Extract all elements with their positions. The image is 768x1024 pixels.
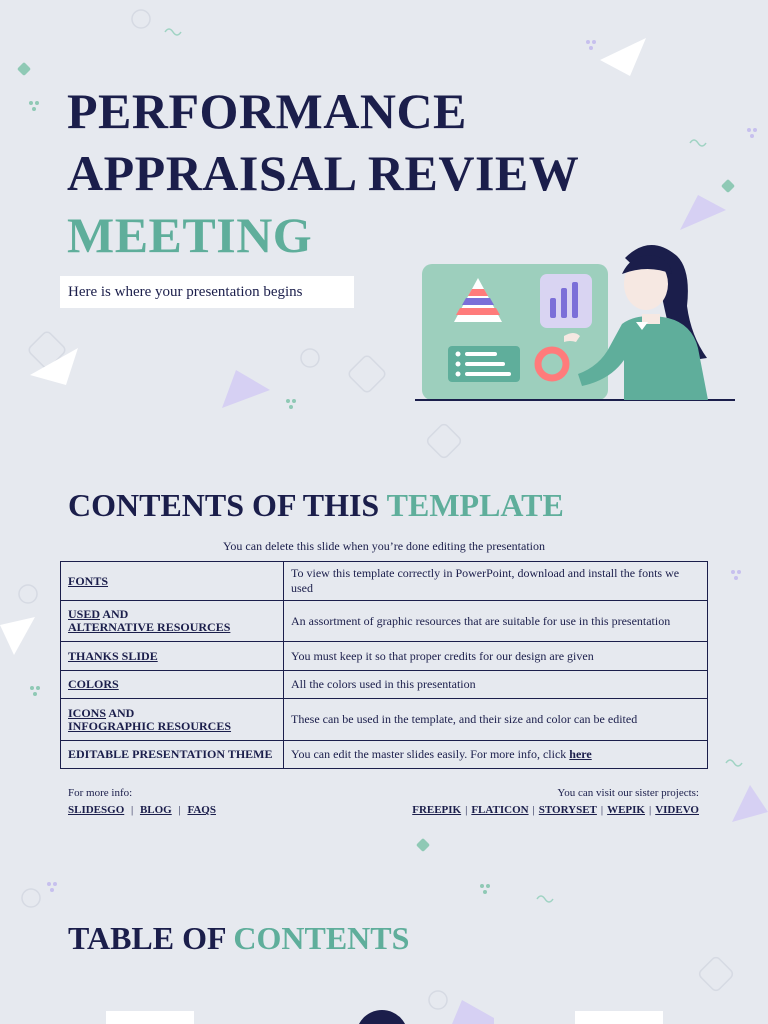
row-label bbox=[61, 741, 284, 769]
contents-heading bbox=[68, 487, 564, 524]
sister-projects-block bbox=[412, 787, 699, 818]
row-description: You must keep it so that proper credits for our design are given bbox=[284, 642, 708, 671]
list-card-icon bbox=[448, 346, 520, 382]
more-info-label: For more info: bbox=[68, 787, 133, 799]
and-text: AND bbox=[100, 607, 129, 621]
table-row bbox=[61, 562, 708, 601]
icons-link[interactable]: ICONS bbox=[68, 705, 107, 720]
row-label bbox=[61, 699, 284, 741]
toc-card bbox=[106, 1011, 194, 1024]
separator: | bbox=[128, 804, 136, 816]
table-row bbox=[61, 642, 708, 671]
resources-table bbox=[60, 561, 708, 769]
thanks-slide-link[interactable]: THANKS SLIDE bbox=[68, 648, 158, 663]
faqs-link[interactable]: FAQS bbox=[187, 804, 216, 816]
sister-projects-label: You can visit our sister projects: bbox=[557, 787, 699, 799]
used-link[interactable]: USED bbox=[68, 607, 101, 621]
toc-card bbox=[575, 1011, 663, 1024]
separator: | bbox=[649, 804, 652, 816]
table-row bbox=[61, 699, 708, 741]
toc-heading bbox=[68, 920, 409, 957]
toc-heading-accent: CONTENTS bbox=[233, 920, 410, 956]
alternative-resources-link[interactable]: ALTERNATIVE RESOURCES bbox=[68, 620, 231, 634]
toc-heading-dark: TABLE OF bbox=[68, 920, 234, 956]
separator: | bbox=[175, 804, 184, 816]
row-description: All the colors used in this presentation bbox=[284, 671, 708, 699]
editable-theme-label: EDITABLE PRESENTATION THEME bbox=[68, 747, 273, 761]
title-line-2: APPRAISAL REVIEW bbox=[67, 145, 580, 201]
row-label bbox=[61, 601, 284, 642]
blog-link[interactable]: BLOG bbox=[139, 804, 172, 816]
table-row bbox=[61, 741, 708, 769]
bar-chart-icon bbox=[540, 274, 592, 328]
title-line-3: MEETING bbox=[67, 207, 313, 263]
row-description: These can be used in the template, and their size and color can be edited bbox=[284, 699, 708, 741]
separator: | bbox=[465, 804, 468, 816]
contents-heading-accent: TEMPLATE bbox=[386, 487, 564, 523]
subtitle-box bbox=[60, 276, 354, 308]
contents-heading-dark: CONTENTS OF THIS bbox=[68, 487, 387, 523]
colors-link[interactable]: COLORS bbox=[68, 677, 119, 691]
more-info-block bbox=[68, 787, 216, 818]
contents-note: You can delete this slide when you’re done editing the presentation bbox=[222, 539, 546, 553]
subtitle-text: Here is where your presentation begins bbox=[68, 284, 303, 300]
infographic-resources-link[interactable]: INFOGRAPHIC RESOURCES bbox=[68, 718, 232, 733]
separator: | bbox=[532, 804, 535, 816]
here-link[interactable]: here bbox=[569, 747, 592, 761]
title-line-1: PERFORMANCE bbox=[67, 83, 467, 139]
editable-theme-desc: You can edit the master slides easily. For more info, click bbox=[291, 747, 570, 761]
row-description: An assortment of graphic resources that are suitable for use in this presentation bbox=[284, 601, 708, 642]
presenter-illustration bbox=[410, 238, 740, 408]
and-text: AND bbox=[106, 705, 135, 720]
table-row bbox=[61, 601, 708, 642]
videvo-link[interactable]: VIDEVO bbox=[655, 804, 699, 816]
table-row bbox=[61, 671, 708, 699]
flaticon-link[interactable]: FLATICON bbox=[471, 804, 529, 816]
row-label bbox=[61, 562, 284, 601]
row-description: To view this template correctly in PowerPoint, download and install the fonts we used bbox=[284, 562, 708, 601]
row-label bbox=[61, 671, 284, 699]
slidesgo-link[interactable]: SLIDESGO bbox=[68, 804, 125, 816]
toc-number-circle bbox=[355, 1008, 409, 1024]
separator: | bbox=[600, 804, 604, 816]
storyset-link[interactable]: STORYSET bbox=[538, 804, 597, 816]
fonts-link[interactable]: FONTS bbox=[68, 573, 109, 588]
row-description bbox=[284, 741, 708, 769]
freepik-link[interactable]: FREEPIK bbox=[412, 804, 462, 816]
row-label bbox=[61, 642, 284, 671]
wepik-link[interactable]: WEPIK bbox=[607, 804, 645, 816]
